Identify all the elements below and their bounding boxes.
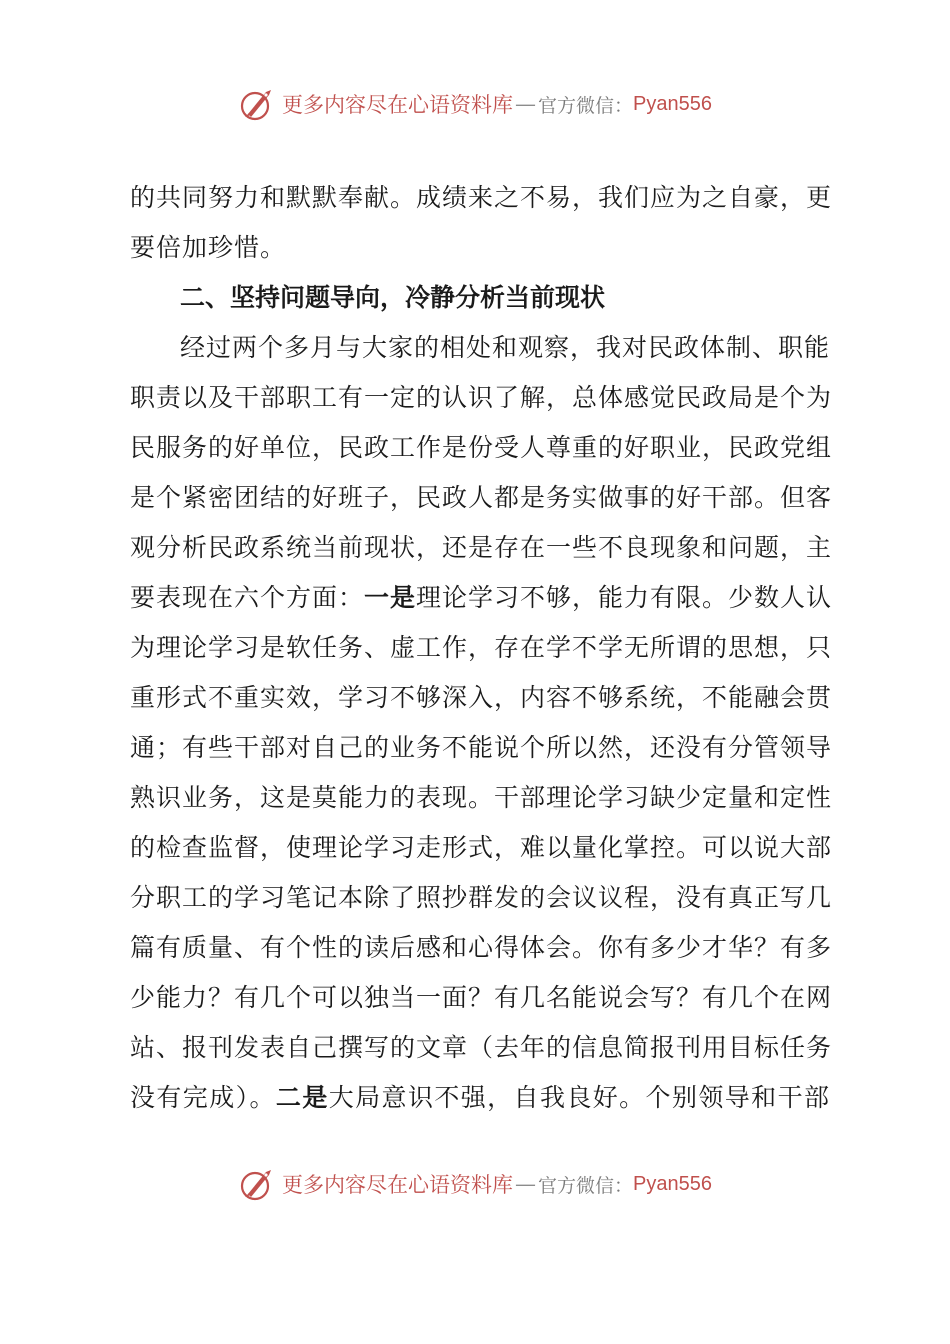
text-line: 分职工的学习笔记本除了照抄群发的会议议程，没有真正写几 [130, 883, 833, 912]
pen-nib-logo-icon [238, 1164, 278, 1204]
section-heading: 二、坚持问题导向，冷静分析当前现状 [180, 283, 606, 312]
text-line: 站、报刊发表自己撰写的文章（去年的信息简报刊用目标任务 [130, 1033, 833, 1062]
header-banner [0, 80, 950, 128]
text-line: 熟识业务，这是莫能力的表现。干部理论学习缺少定量和定性 [130, 783, 833, 812]
text-line: 篇有质量、有个性的读后感和心得体会。你有多少才华？有多 [130, 933, 833, 962]
text-line: 的共同努力和默默奉献。成绩来之不易，我们应为之自豪，更 [130, 183, 833, 212]
text-line: 是个紧密团结的好班子，民政人都是务实做事的好干部。但客 [130, 483, 833, 512]
text-line [130, 1073, 830, 1123]
document-body [130, 173, 833, 1123]
footer-banner [0, 1160, 950, 1208]
banner-separator: — [515, 92, 536, 116]
text-span: 大局意识不强，自我良好。个别领导和干部 [328, 1083, 830, 1112]
banner-separator: — [515, 1172, 536, 1196]
text-line: 通；有些干部对自己的业务不能说个所以然，还没有分管领导 [130, 733, 833, 762]
text-line: 要倍加珍惜。 [130, 233, 287, 262]
wechat-label: 官方微信： [538, 1174, 634, 1197]
text-line: 经过两个多月与大家的相处和观察，我对民政体制、职能 [180, 333, 831, 362]
text-span: 要表现在六个方面： [130, 583, 365, 612]
wechat-id: Pyan556 [633, 92, 712, 115]
text-span: 理论学习不够，能力有限。少数人认 [416, 583, 833, 612]
text-line: 少能力？有几个可以独当一面？有几名能说会写？有几个在网 [130, 983, 833, 1012]
wechat-id: Pyan556 [633, 1172, 712, 1195]
emphasis-point-one: 一是 [364, 583, 417, 612]
text-line: 民服务的好单位，民政工作是份受人尊重的好职业，民政党组 [130, 433, 833, 462]
text-line [130, 573, 833, 623]
wechat-label: 官方微信： [538, 94, 634, 117]
brand-text: 更多内容尽在心语资料库 [282, 1173, 513, 1197]
brand-text: 更多内容尽在心语资料库 [282, 93, 513, 117]
text-line: 为理论学习是软任务、虚工作，存在学不学无所谓的思想，只 [130, 633, 833, 662]
emphasis-point-two: 二是 [275, 1083, 329, 1112]
text-line: 职责以及干部职工有一定的认识了解，总体感觉民政局是个为 [130, 383, 833, 412]
text-line: 重形式不重实效，学习不够深入，内容不够系统，不能融会贯 [130, 683, 833, 712]
pen-nib-logo-icon [238, 84, 278, 124]
text-line: 的检查监督，使理论学习走形式，难以量化掌控。可以说大部 [130, 833, 833, 862]
text-span: 没有完成）。 [130, 1083, 276, 1112]
text-line: 观分析民政系统当前现状，还是存在一些不良现象和问题，主 [130, 533, 833, 562]
